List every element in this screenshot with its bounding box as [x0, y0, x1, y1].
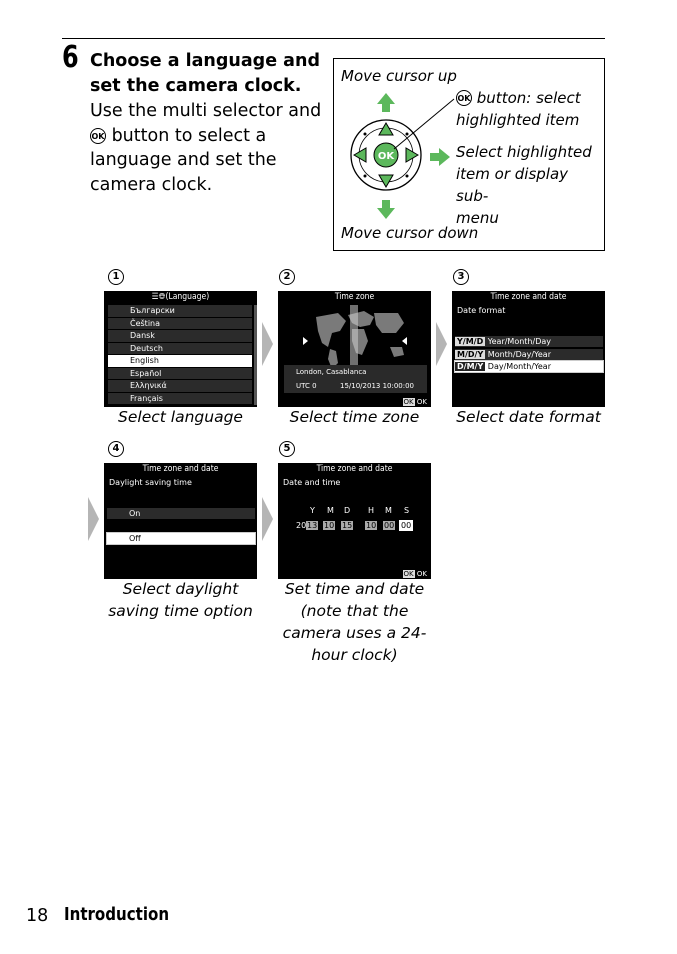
screen-title: Time zone and date: [142, 464, 219, 474]
label-hour: H: [368, 506, 375, 515]
ok-button-icon: OK: [90, 128, 106, 144]
panel-number-4: 4: [108, 441, 124, 457]
section-title: Introduction: [64, 905, 170, 925]
next-arrow-icon: [262, 497, 273, 541]
date-format-code: Y/M/D: [457, 337, 484, 346]
ok-key-icon: OK: [403, 398, 414, 406]
second-field: 00: [401, 521, 412, 530]
next-arrow-icon: [262, 322, 273, 366]
label-month: M: [327, 506, 334, 515]
screen-subtitle: Daylight saving time: [109, 478, 192, 487]
heading-line-2: set the camera clock.: [90, 76, 302, 96]
language-item[interactable]: Español: [108, 368, 252, 380]
date-format-screen: [452, 291, 605, 407]
caption-5-line-2: (note that the: [300, 602, 409, 620]
top-rule: [62, 38, 605, 39]
cursor-up-label: Move cursor up: [341, 67, 457, 85]
city-label: London, Casablanca: [296, 368, 367, 376]
panel-number-3: 3: [453, 269, 469, 285]
utc-label: UTC 0: [296, 382, 317, 390]
body-line-3: language and set the: [90, 150, 277, 170]
cursor-down-label: Move cursor down: [341, 224, 479, 242]
caption-5: [278, 578, 431, 666]
year-field: 13: [307, 521, 318, 530]
date-format-option[interactable]: [455, 361, 603, 372]
language-icon: ☰🌐︎: [151, 292, 166, 302]
heading-line-1: Choose a language and: [90, 51, 320, 71]
panel-number-2: 2: [279, 269, 295, 285]
right-label-line-3: menu: [456, 209, 499, 227]
datetime-label: 15/10/2013 10:00:00: [340, 382, 415, 390]
date-time-screen: [278, 463, 431, 579]
date-format-code: D/M/Y: [457, 362, 484, 371]
page-number: 18: [26, 906, 49, 926]
arrow-right-icon: [430, 148, 450, 166]
date-format-list: [455, 336, 603, 374]
language-item[interactable]: Български: [108, 305, 252, 317]
dst-option[interactable]: Off: [107, 533, 255, 544]
step-heading: [90, 49, 325, 99]
month-field: 10: [324, 521, 335, 530]
screen-subtitle: Date and time: [283, 478, 341, 487]
panel-number-5: 5: [279, 441, 295, 457]
caption-5-line-1: Set time and date: [284, 580, 425, 598]
ok-prompt: OK OK: [403, 398, 427, 406]
date-format-label: Year/Month/Day: [485, 337, 551, 346]
caption-5-line-3: camera uses a 24-: [282, 624, 427, 642]
step-body: [90, 99, 330, 197]
right-label: [456, 141, 604, 229]
day-field: 15: [342, 521, 353, 530]
body-line-2-text: button to select a: [111, 125, 267, 146]
dst-option[interactable]: On: [107, 508, 255, 519]
label-day: D: [344, 506, 351, 515]
body-line-2: [90, 124, 330, 149]
scrollbar: [254, 305, 257, 405]
caption-2: Select time zone: [289, 408, 420, 426]
right-label-line-2: item or display sub-: [456, 165, 569, 205]
language-item[interactable]: Dansk: [108, 330, 252, 342]
next-arrow-icon: [436, 322, 447, 366]
right-label-line-1: Select highlighted: [456, 143, 592, 161]
body-line-4: camera clock.: [90, 174, 213, 195]
screen-subtitle: Date format: [457, 306, 506, 315]
screen-title: Time zone and date: [316, 464, 393, 474]
ok-prompt: OK OK: [403, 570, 427, 578]
caption-4-line-2: saving time option: [108, 602, 253, 620]
label-minute: M: [385, 506, 392, 515]
screen-title: Time zone and date: [490, 292, 567, 302]
caption-3: Select date format: [456, 408, 601, 426]
language-list: [108, 305, 252, 405]
language-screen: [104, 291, 257, 407]
hour-field: 10: [366, 521, 377, 530]
body-line-1: Use the multi selector and: [90, 101, 322, 121]
date-format-label: Month/Day/Year: [485, 349, 551, 359]
label-second: S: [404, 506, 410, 515]
next-arrow-icon: [88, 497, 99, 541]
date-format-label: Day/Month/Year: [485, 362, 551, 371]
ok-label-line-1: button: select: [476, 89, 581, 107]
time-zone-screen: [278, 291, 431, 407]
multi-selector-diagram: [333, 58, 605, 251]
ok-key-icon: OK: [403, 570, 414, 578]
caption-1: Select language: [118, 408, 243, 426]
daylight-saving-screen: [104, 463, 257, 579]
ok-button-icon-small: OK: [456, 90, 472, 106]
svg-text:OK: OK: [377, 151, 395, 162]
screen-title: ☰🌐︎(Language): [151, 292, 210, 302]
date-format-option[interactable]: [455, 336, 603, 347]
language-item[interactable]: Čeština: [108, 318, 252, 330]
language-item[interactable]: Deutsch: [108, 343, 252, 355]
language-item[interactable]: Français: [108, 393, 252, 405]
world-map-icon: [278, 303, 431, 373]
arrow-up-icon: [377, 93, 395, 112]
label-year: Y: [310, 506, 315, 515]
panel-number-1: 1: [108, 269, 124, 285]
dst-option-list: [107, 508, 255, 558]
minute-field: 00: [384, 521, 395, 530]
date-format-code: M/D/Y: [457, 349, 484, 359]
arrow-down-icon: [377, 200, 395, 219]
ok-label-line-2: highlighted item: [456, 111, 580, 129]
language-item[interactable]: Ελληνικά: [108, 380, 252, 392]
year-prefix: 20: [296, 521, 307, 530]
ok-label: [456, 87, 581, 131]
caption-4: [104, 578, 257, 622]
caption-4-line-1: Select daylight: [122, 580, 239, 598]
step-number: 6: [62, 40, 79, 75]
caption-5-line-4: hour clock): [311, 646, 398, 664]
screen-title: Time zone: [334, 292, 375, 302]
date-format-option[interactable]: [455, 349, 603, 360]
language-item[interactable]: English: [108, 355, 252, 367]
